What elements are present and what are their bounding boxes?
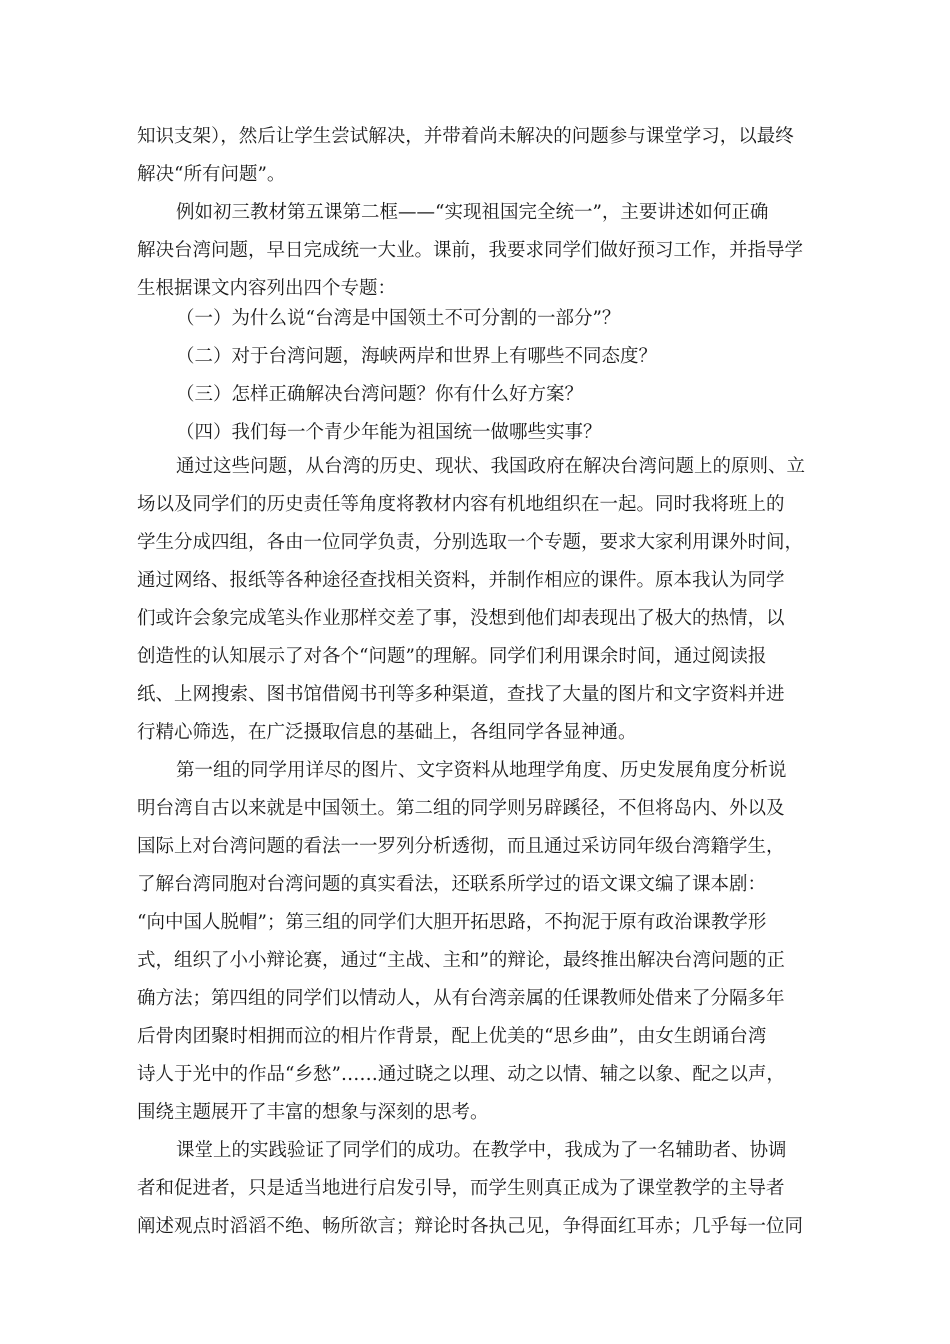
text-line: 明台湾自古以来就是中国领土。第二组的同学则另辟蹊径，不但将岛内、外以及 — [137, 798, 785, 819]
text-line: 生根据课文内容列出四个专题： — [137, 278, 397, 299]
text-line: 解决台湾问题，早日完成统一大业。课前，我要求同学们做好预习工作，并指导学 — [137, 240, 804, 261]
text-line: 纸、上网搜索、图书馆借阅书刊等多种渠道，查找了大量的图片和文字资料并进 — [137, 684, 785, 705]
text-line: 国际上对台湾问题的看法一一罗列分析透彻，而且通过采访同年级台湾籍学生， — [137, 836, 785, 857]
text-line: 后骨肉团聚时相拥而泣的相片作背景，配上优美的“思乡曲”，由女生朗诵台湾 — [137, 1026, 767, 1047]
text-line: 们或许会象完成笔头作业那样交差了事，没想到他们却表现出了极大的热情，以 — [137, 608, 785, 629]
text-line: 行精心筛选，在广泛摄取信息的基础上，各组同学各显神通。 — [137, 722, 637, 743]
list-item: （四）我们每一个青少年能为祖国统一做哪些实事？ — [176, 422, 602, 443]
text-line: “向中国人脱帽”；第三组的同学们大胆开拓思路，不拘泥于原有政治课教学形 — [137, 912, 767, 933]
text-line: 课堂上的实践验证了同学们的成功。在教学中，我成为了一名辅助者、协调 — [176, 1140, 787, 1161]
list-item: （一）为什么说“台湾是中国领土不可分割的一部分”？ — [176, 308, 621, 329]
text-line: 通过这些问题，从台湾的历史、现状、我国政府在解决台湾问题上的原则、立 — [176, 456, 806, 477]
text-line: 诗人于光中的作品“乡愁”……通过晓之以理、动之以情、辅之以象、配之以声， — [137, 1064, 785, 1085]
text-line: 学生分成四组，各由一位同学负责，分别选取一个专题，要求大家利用课外时间， — [137, 532, 804, 553]
text-line: 通过网络、报纸等各种途径查找相关资料，并制作相应的课件。原本我认为同学 — [137, 570, 785, 591]
list-item: （二）对于台湾问题，海峡两岸和世界上有哪些不同态度？ — [176, 346, 658, 367]
text-line: 围绕主题展开了丰富的想象与深刻的思考。 — [137, 1102, 489, 1123]
list-item: （三）怎样正确解决台湾问题？你有什么好方案？ — [176, 384, 584, 405]
text-line: 了解台湾同胞对台湾问题的真实看法，还联系所学过的语文课文编了课本剧： — [137, 874, 767, 895]
text-line: 阐述观点时滔滔不绝、畅所欲言；辩论时各执己见，争得面红耳赤；几乎每一位同 — [137, 1216, 804, 1237]
text-line: 解决“所有问题”。 — [137, 164, 286, 185]
text-line: 知识支架），然后让学生尝试解决，并带着尚未解决的问题参与课堂学习，以最终 — [137, 126, 794, 147]
text-line: 例如初三教材第五课第二框——“实现祖国完全统一”，主要讲述如何正确 — [176, 202, 769, 223]
text-line: 确方法；第四组的同学们以情动人，从有台湾亲属的任课教师处借来了分隔多年 — [137, 988, 785, 1009]
text-line: 场以及同学们的历史责任等角度将教材内容有机地组织在一起。同时我将班上的 — [137, 494, 785, 515]
text-line: 第一组的同学用详尽的图片、文字资料从地理学角度、历史发展角度分析说 — [176, 760, 787, 781]
text-line: 者和促进者，只是适当地进行启发引导，而学生则真正成为了课堂教学的主导者 — [137, 1178, 785, 1199]
text-line: 创造性的认知展示了对各个“问题”的理解。同学们利用课余时间，通过阅读报 — [137, 646, 767, 667]
text-line: 式，组织了小小辩论赛，通过“主战、主和”的辩论，最终推出解决台湾问题的正 — [137, 950, 785, 971]
